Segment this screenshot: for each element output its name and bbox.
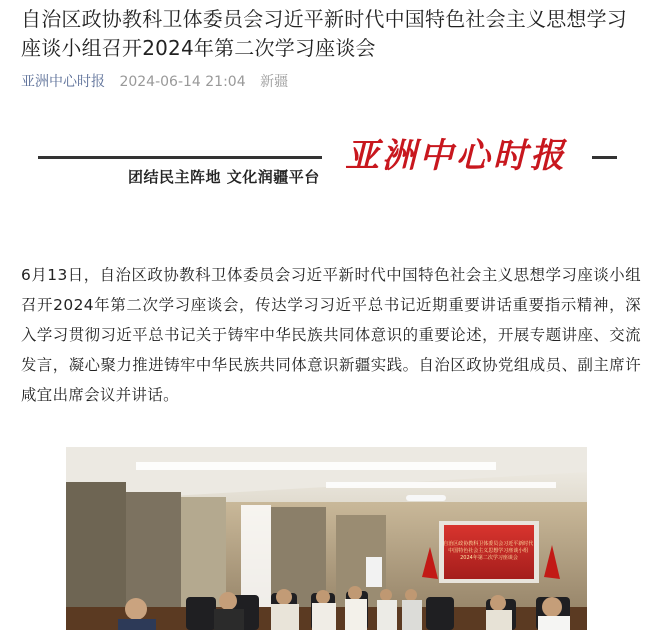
publish-time: 2024-06-14 21:04 xyxy=(119,74,246,90)
article-title: 自治区政协教科卫体委员会习近平新时代中国特色社会主义思想学习座谈小组召开2024年第二次学习座谈会 xyxy=(21,7,627,60)
masthead-logo: 亚洲中心时报 xyxy=(345,136,567,176)
banner-rule-left xyxy=(38,156,322,159)
account-name-link[interactable]: 亚洲中心时报 xyxy=(21,74,105,90)
article-paragraph: 6月13日，自治区政协教科卫体委员会习近平新时代中国特色社会主义思想学习座谈小组召开2024年第二次学习座谈会，传达学习习近平总书记近期重要讲话重要指示精神，深入学习贯彻习近平总书记关于铸牢中华民族共同体意识的重要论述，开展专题讲座、交流发言，凝心聚力推进铸牢中华民族共同体意识新疆实践。自治区政协党组成员、副主席许咸宜出席会议并讲话。 xyxy=(21,266,641,404)
publish-location: 新疆 xyxy=(260,74,289,90)
banner-rule-right xyxy=(592,156,617,159)
masthead-banner xyxy=(0,130,649,200)
photo-screen-text: 自治区政协教科卫体委员会习近平新时代 中国特色社会主义思想学习座谈小组 2024年第二次学习座谈会 xyxy=(443,541,534,561)
masthead-slogan: 团结民主阵地 文化润疆平台 xyxy=(128,168,320,186)
article-meta xyxy=(21,73,288,91)
meeting-photo-illustration xyxy=(66,447,587,630)
meeting-photo[interactable] xyxy=(66,447,587,630)
